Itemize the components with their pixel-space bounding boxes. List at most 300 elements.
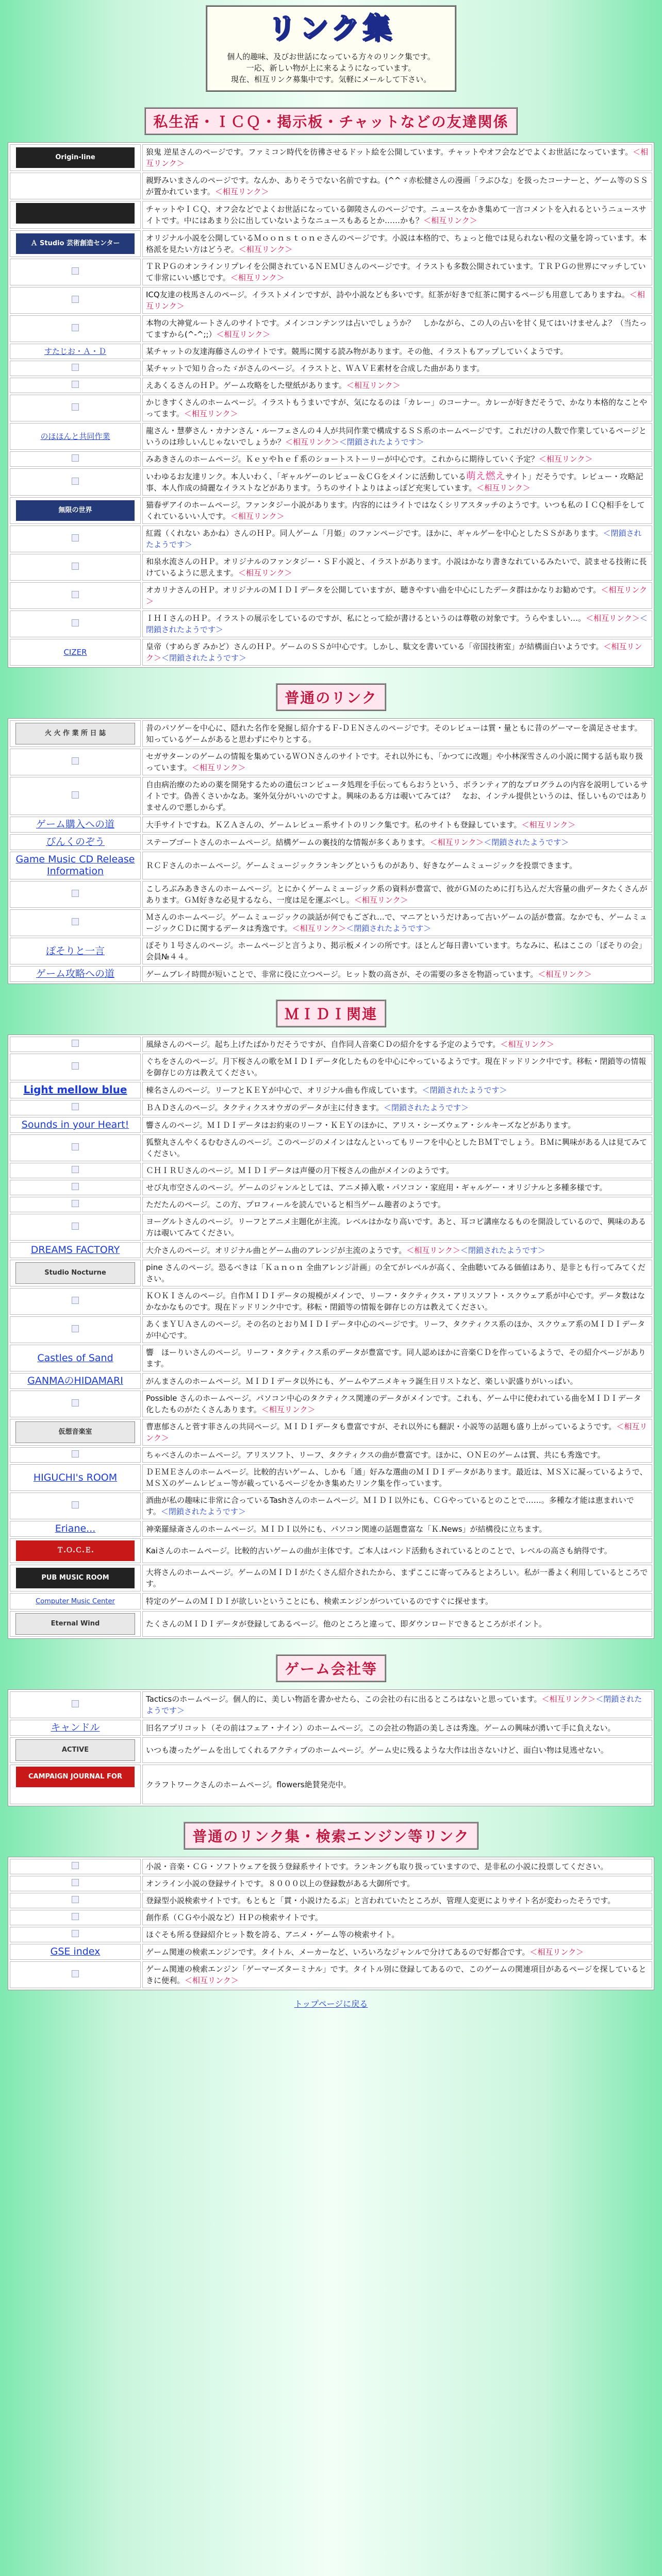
description-text: pine さんのページ。恐るべきは「Ｋａｎｏｎ 全曲アレンジ計画」の全てがレベルが高く、全曲聴いてみる価値はあり、是非とも行ってみてください。	[146, 1263, 646, 1283]
link-image-cell	[10, 852, 141, 879]
link-row	[10, 1538, 652, 1563]
description-text: ゲーム関連の検索エンジンです。タイトル、メーカーなど、いろいろなジャンルで分けてあるので好都合です。	[146, 1947, 530, 1957]
link-description	[142, 1464, 652, 1491]
highlight-text: 萌え燃え	[466, 470, 505, 482]
site-banner[interactable]: Studio Nocturne	[15, 1262, 135, 1284]
mutual-link-tag: ＜相互リンク＞	[285, 437, 339, 447]
link-row	[10, 1242, 652, 1258]
broken-image-icon[interactable]	[72, 918, 79, 925]
link-image-cell	[10, 344, 141, 359]
mutual-link-tag: ＜相互リンク＞	[423, 216, 477, 225]
link-image-cell	[10, 881, 141, 908]
mutual-link-tag: ＜相互リンク＞	[586, 614, 640, 623]
site-banner[interactable]: Eternal Wind	[15, 1613, 135, 1635]
site-link[interactable]: GANMAのHIDAMARI	[27, 1375, 123, 1386]
site-banner[interactable]: Ｔ.Ｏ.Ｃ.Ｅ.	[16, 1540, 135, 1561]
description-text: 皇帝（すめらぎ みかど）さんのＨＰ。ゲームのＳＳが中心です。しかし、駄文を書いている「帝国技術室」が結構面白いようです。	[146, 642, 604, 651]
site-link[interactable]: CIZER	[63, 648, 87, 657]
link-description	[142, 1242, 652, 1258]
link-image-cell	[10, 1117, 141, 1133]
section-title: 私生活・ＩＣＱ・掲示板・チャットなどの友達関係	[144, 107, 517, 135]
description-text: 和泉水流さんのＨＰ。オリジナルのファンタジー・ＳＦ小説と、イラストがあります。小説はかなり書きなれているみたいで、読ませる技術に長けているように思えます。	[146, 557, 647, 578]
link-row	[10, 1100, 652, 1115]
mutual-link-tag: ＜相互リンク＞	[406, 1245, 460, 1255]
link-row	[10, 344, 652, 359]
site-link[interactable]: Computer Music Center	[36, 1598, 115, 1605]
broken-image-icon[interactable]	[72, 591, 79, 598]
link-description	[142, 1288, 652, 1315]
link-description	[142, 817, 652, 833]
link-row	[10, 1927, 652, 1942]
description-text: 大介さんのページ。オリジナル曲とゲーム曲のアレンジが主流のようです。	[146, 1245, 407, 1255]
link-image-cell	[10, 144, 141, 171]
broken-image-icon[interactable]	[72, 403, 79, 411]
link-description	[142, 1082, 652, 1098]
link-row	[10, 1859, 652, 1874]
description-text: 本物の大神覚ルートさんのサイトです。メインコンテンツは占いでしょうか？ しかながら、この人の占いを甘く見てはいけませんよ？（当たってますから(^-^;;）	[146, 318, 647, 339]
link-image-cell	[10, 834, 141, 850]
closed-tag: ＜閉鎖されたようです＞	[383, 1103, 469, 1112]
description-text: 某チャットで知り合ったゞがさんのページ。イラストと、ＷＡＶＥ素材を合成した曲があります。	[146, 364, 485, 373]
description-text: ＩＨＩさんのＨＰ。イラストの展示をしているのですが、私にとって絵が書けるというのは尊敬の対象です。うらやましい…。	[146, 614, 586, 623]
link-image-cell	[10, 966, 141, 982]
link-description	[142, 1316, 652, 1343]
broken-image-icon[interactable]	[72, 619, 79, 626]
description-text: 親野みいまさんのページです。なんか、ありそうでない名前ですね。(^^ゞ赤松健さんの漫画「ラぶひな」を扱ったコーナーと、ゲーム等のＳＳが置かれています。	[146, 176, 648, 196]
link-image-cell	[10, 1163, 141, 1178]
link-table	[8, 142, 654, 668]
site-banner[interactable]	[16, 203, 135, 224]
link-image-cell	[10, 749, 141, 775]
link-description	[142, 720, 652, 747]
link-image-cell	[10, 1720, 141, 1736]
description-text: 神楽羅緑斎さんのホームページ。ＭＩＤＩ以外にも、パソコン関連の話題豊富な「Ｋ.News」が結構役に立ちます。	[146, 1524, 547, 1534]
intro-line: 現在、相互リンク募集中です。気軽にメールして下さい。	[230, 75, 432, 84]
description-text: Kaiさんのホームページ。比較的古いゲームの曲が主体です。ご本人はバンド活動もされているとのことで、レベルの高さも納得です。	[146, 1546, 612, 1555]
description-text: あくまＹＵＡさんのページ。その名のとおりＭＩＤＩデータ中心のページです。リーフ、タクティクス系のほか、スクウェア系のＭＩＤＩデータが中心です。	[146, 1319, 646, 1340]
link-description	[142, 852, 652, 879]
intro-text	[207, 51, 455, 85]
site-link[interactable]: Light mellow blue	[23, 1083, 127, 1096]
link-image-cell	[10, 201, 141, 229]
site-link[interactable]: ぽそりと一言	[45, 945, 105, 957]
description-text: 狼鬼 逆星さんのページです。ファミコン時代を彷彿させるドット絵を公開しています。チャットやオフ会などでよくお世話になっています。	[146, 147, 633, 157]
description-text: Possible さんのホームページ。パソコン中心のタクティクス関連のデータがメインです。これも、ゲーム中に使われている曲をＭＩＤＩデータ化したものがたくさんあります。	[146, 1394, 641, 1414]
description-text: 猫春ザアイのホームページ。ファンタジー小説があります。内容的にはライトではなくシリアスタッチのようです。いつも私のＩＣＱ相手をしてくれているいい人です。	[146, 500, 645, 521]
description-text: こしろぶみあきさんのホームページ。とにかくゲームミュージック系の資料が豊富で、彼がＧＭのために打ち込んだ大容量の曲データたくさんがあります。ＧＭ好きな必見するなら、一度は足を運ぶべし。	[146, 884, 648, 905]
link-image-cell	[10, 526, 141, 552]
link-row	[10, 749, 652, 775]
link-row	[10, 1288, 652, 1315]
broken-image-icon[interactable]	[72, 1501, 79, 1509]
description-text: 昔のパソゲーを中心に、隠れた名作を発掘し紹介するＦ-ＤＥＮさんのページです。そのレビューは質・量ともに昔のゲーマーを満足させます。知っているゲームがあると思わずにやりとする。	[146, 723, 642, 744]
link-image-cell	[10, 423, 141, 450]
link-row	[10, 1180, 652, 1195]
link-sections	[0, 107, 662, 1990]
link-row	[10, 1134, 652, 1161]
link-image-cell	[10, 1493, 141, 1519]
link-description	[142, 1876, 652, 1891]
site-banner[interactable]: Origin-line	[16, 147, 135, 168]
link-row	[10, 1910, 652, 1925]
link-row	[10, 1593, 652, 1609]
link-image-cell	[10, 938, 141, 964]
site-link[interactable]: ぴんくのぞう	[45, 836, 105, 848]
description-text: 登録型小説検索サイトです。もともと「貫・小説けたるぶ」と言われていたところが、管理人変更によりサイト名が変わったそうです。	[146, 1896, 616, 1905]
link-description	[142, 468, 652, 496]
mutual-link-tag: ＜相互リンク＞	[146, 585, 648, 606]
description-text: 響 ほーりいさんのページ。リーフ・タクティクス系のデータが豊富です。同人認めほかに音楽ＣＤを作っているようで、その紹介ページがあります。	[146, 1348, 646, 1368]
link-image-cell	[10, 315, 141, 342]
description-text: クラフトワークさんのホームページ。flowers絶賛発売中。	[146, 1780, 351, 1789]
description-text: 紅霞（くれない あかね）さんのＨＰ。同人ゲーム「月姫」のファンページです。ほかに、ギャルゲーを中心としたＳＳがあります。	[146, 529, 603, 538]
link-row	[10, 144, 652, 171]
description-text: 響さんのページ。ＭＩＤＩデータはお約束のリーフ・ＫＥＹのほかに、アリス・シーズウェア・シルキーズなどがあります。	[146, 1120, 576, 1130]
link-row	[10, 1961, 652, 1988]
link-image-cell	[10, 817, 141, 833]
link-table	[8, 1035, 654, 1639]
link-image-cell	[10, 1611, 141, 1637]
link-description	[142, 938, 652, 964]
broken-image-icon[interactable]	[72, 1862, 79, 1869]
description-text: いつも凄ったゲームを出してくれるアクティブのホームページ。ゲーム史に残るような大作は出さないけど、面白い物は見逃せない。	[146, 1745, 608, 1755]
broken-image-icon[interactable]	[72, 1930, 79, 1937]
description-text: 龍さん・慧夢さん・カナンさん・ルーフェさんの４人が共同作業で構成するＳＳ系のホームページです。これだけの人数で作業しているページというのは珍しいんじゃないでしょうか？	[146, 426, 647, 447]
closed-tag: ＜閉鎖されたようです＞	[146, 614, 648, 634]
link-description	[142, 1180, 652, 1195]
link-image-cell	[10, 777, 141, 815]
mutual-link-tag: ＜相互リンク＞	[538, 454, 593, 464]
link-image-cell	[10, 259, 141, 285]
link-row	[10, 1214, 652, 1241]
broken-image-icon[interactable]	[72, 534, 79, 541]
site-link[interactable]: Game Music CD Release Information	[15, 854, 135, 877]
broken-image-icon[interactable]	[72, 478, 79, 485]
broken-image-icon[interactable]	[72, 1399, 79, 1406]
broken-image-icon[interactable]	[72, 324, 79, 331]
footer	[0, 1997, 662, 2009]
broken-image-icon[interactable]	[72, 381, 79, 388]
link-row	[10, 834, 652, 850]
link-image-cell	[10, 378, 141, 393]
link-row	[10, 1521, 652, 1537]
mutual-link-tag: ＜相互リンク＞	[354, 895, 408, 905]
link-row	[10, 1765, 652, 1804]
broken-image-icon[interactable]	[72, 1896, 79, 1903]
link-description	[142, 554, 652, 581]
link-image-cell	[10, 1464, 141, 1491]
site-link[interactable]: GSE index	[50, 1946, 101, 1957]
description-text: ほぐそも所る登録紹介ヒット数を誇る、アニメ・ゲーム等の検索サイト。	[146, 1930, 400, 1939]
link-row	[10, 582, 652, 609]
link-image-cell	[10, 1691, 141, 1718]
site-link[interactable]: HIGUCHI's ROOM	[33, 1471, 118, 1483]
site-banner[interactable]: 無限の世界	[16, 500, 135, 521]
link-row	[10, 1893, 652, 1908]
description-text: 狐整丸さんやくるむむさんのページ。このページのメインはなんといってもリーフを中心としたＢＭＴでしょう。ＢＭに興味がある人は見てみてください。	[146, 1138, 648, 1158]
broken-image-icon[interactable]	[72, 1325, 79, 1332]
description-text: ぐちをさんのページ。月下桜さんの歌をＭＩＤＩデータ化したものを中心にやっているようです。現在ドッドリンク中です。移転・閉鎖等の情報を御存じの方は教えてください。	[146, 1057, 647, 1077]
broken-image-icon[interactable]	[72, 296, 79, 303]
link-description	[142, 834, 652, 850]
link-image-cell	[10, 1197, 141, 1212]
description-text: たくさんのＭＩＤＩデータが登録してあるページ。他のところと違って、即ダウンロードできるところがポイント。	[146, 1619, 547, 1629]
site-link[interactable]: キャンドル	[51, 1722, 100, 1733]
description-text: ゲームブレイ時間が短いことで、非常に役に立つページ。ヒット数の高さが、その需要の多さを物語っています。	[146, 969, 538, 979]
broken-image-icon[interactable]	[72, 1166, 79, 1173]
link-image-cell	[10, 1100, 141, 1115]
link-description	[142, 1927, 652, 1942]
link-row	[10, 554, 652, 581]
link-description	[142, 230, 652, 257]
link-description	[142, 1765, 652, 1804]
link-description	[142, 1893, 652, 1908]
broken-image-icon[interactable]	[72, 1450, 79, 1458]
link-description	[142, 1447, 652, 1463]
broken-image-icon[interactable]	[72, 1103, 79, 1110]
link-row	[10, 526, 652, 552]
link-description	[142, 497, 652, 524]
site-banner[interactable]: PUB MUSIC ROOM	[16, 1568, 135, 1588]
link-row	[10, 1260, 652, 1286]
mutual-link-tag: ＜相互リンク＞	[521, 820, 576, 829]
link-image-cell	[10, 1765, 141, 1804]
site-link[interactable]: のほほんと共同作業	[40, 432, 110, 441]
link-image-cell	[10, 1345, 141, 1371]
link-row	[10, 451, 652, 467]
description-text: いわゆるお友達リンク。本人いわく、「ギャルゲーのレビュー＆ＣＧをメインに活動している萌え燃えサイト」だそうです。レビュー・攻略記事、本人作成の綺麗なイラストなどがあります。うちのサイトよりはよっぽど充実しています。	[146, 470, 643, 493]
link-row	[10, 468, 652, 496]
link-description	[142, 639, 652, 666]
broken-image-icon[interactable]	[72, 563, 79, 570]
link-description	[142, 259, 652, 285]
link-row	[10, 1197, 652, 1212]
link-row	[10, 1163, 652, 1178]
closed-tag: ＜閉鎖されたようです＞	[161, 653, 247, 663]
link-image-cell	[10, 1373, 141, 1389]
description-text: ちゃべさんのホームページ。アリスソフト、リーフ、タクティクスの曲が豊富です。ほかに、ＯＮＥのゲームは質、共にも秀逸です。	[146, 1450, 605, 1460]
site-link[interactable]: ゲーム購入への道	[36, 819, 114, 830]
broken-image-icon[interactable]	[72, 1143, 79, 1150]
link-row	[10, 423, 652, 450]
description-text: ヨーグルトさんのページ。リーフとアニメ主題化が主流。レベルはかなり高いです。あと、耳コピ講座なるものを開設しているので、興味のある方は覗いてみてください。	[146, 1217, 647, 1238]
back-to-top-link[interactable]: トップページに戻る	[294, 1999, 368, 2009]
site-link[interactable]: すたじお・Ａ・Ｄ	[44, 347, 106, 356]
link-image-cell	[10, 497, 141, 524]
mutual-link-tag: ＜相互リンク＞	[238, 245, 293, 254]
site-banner[interactable]: Ａ Studio 芸術創造センター	[16, 233, 135, 254]
link-row	[10, 1611, 652, 1637]
description-text: Tacticsのホームページ。個人的に、美しい物語を書かせたら、この会社の右に出るところはないと思っています。	[146, 1694, 542, 1704]
mutual-link-tag: ＜相互リンク＞	[146, 642, 642, 663]
description-text: せび丸市空さんのページ。ゲームのジャンルとしては、アニメ挿入歌・パソコン・家庭用・ギャルゲー・オリジナルと多種多様です。	[146, 1183, 607, 1192]
description-text: かじきすくさんのホームページ。イラストもうまいですが、気になるのは「カレー」のコーナー。カレーが好きだそうで、かなり本格的なことやってます。	[146, 398, 648, 418]
mutual-link-tag: ＜相互リンク＞	[292, 924, 346, 933]
closed-tag: ＜閉鎖されたようです＞	[146, 529, 642, 549]
broken-image-icon[interactable]	[72, 1040, 79, 1047]
link-description	[142, 582, 652, 609]
site-link[interactable]: DREAMS FACTORY	[30, 1244, 120, 1256]
link-table	[8, 1689, 654, 1806]
link-description	[142, 611, 652, 637]
description-text: ゲーム関連の検索エンジン「ゲーマーズターミナル」です。タイトル別に登録してあるので、このゲームの関連項目があるページを探しているときに便利。	[146, 1964, 647, 1985]
site-banner[interactable]: ACTIVE	[15, 1739, 135, 1761]
broken-image-icon[interactable]	[72, 1879, 79, 1886]
link-description	[142, 1944, 652, 1960]
description-text: ＴＲＰＧのオンラインリプレイを公開されているＮＥＭＵさんのページです。イラストも多数公開されています。ＴＲＰＧの世界にマッチしていて非常にいい感じです。	[146, 262, 646, 282]
broken-image-icon[interactable]	[72, 1700, 79, 1707]
mutual-link-tag: ＜相互リンク＞	[541, 1694, 596, 1704]
link-description	[142, 361, 652, 376]
link-description	[142, 1214, 652, 1241]
link-description	[142, 1521, 652, 1537]
link-row	[10, 395, 652, 421]
mutual-link-tag: ＜相互リンク＞	[529, 1947, 584, 1957]
broken-image-icon[interactable]	[72, 1223, 79, 1230]
description-text: みあきさんのホームページ。Ｋｅｙやｈｅｆ系のショートストーリーが中心です。これからに期待していく予定？	[146, 454, 539, 464]
broken-image-icon[interactable]	[72, 1062, 79, 1070]
description-text: 某チャットの友達海藤さんのサイトです。競馬に関する読み物があります。その他、イラストもアップしていくようです。	[146, 347, 568, 356]
description-text: 自由病治療のための薬を開発するための遺伝コンピュータ処理を手伝ってもらおうという、ボランティア的なプログラムの内容を説明しているサイトです。偽善くさいかなあ。案外気分がいいのですよ。興味のある方は覗いてみては？ なお、インテル提供というのは、怪しいものではありませんので悪しからず。	[146, 780, 648, 812]
site-link[interactable]: ゲーム攻略への道	[36, 968, 114, 979]
link-image-cell	[10, 468, 141, 496]
description-text: ステーブゴートさんのホームページ。結構ゲームの裏技的な情報が多くあります。	[146, 837, 430, 847]
link-row	[10, 1373, 652, 1389]
link-row	[10, 287, 652, 314]
link-image-cell	[10, 1316, 141, 1343]
link-image-cell	[10, 720, 141, 747]
broken-image-icon[interactable]	[72, 1297, 79, 1304]
page	[0, 5, 662, 2009]
link-row	[10, 938, 652, 964]
link-description	[142, 173, 652, 199]
broken-image-icon[interactable]	[72, 1183, 79, 1190]
broken-image-icon[interactable]	[72, 364, 79, 371]
mutual-link-tag: ＜相互リンク＞	[476, 483, 531, 493]
mutual-link-tag: ＜相互リンク＞	[184, 409, 238, 418]
link-row	[10, 909, 652, 936]
link-image-cell	[10, 1447, 141, 1463]
broken-image-icon[interactable]	[72, 890, 79, 897]
link-description	[142, 1345, 652, 1371]
description-text: 曹恵郁さんと菅す菲さんの共同ページ。ＭＩＤＩデータも豊富ですが、それ以外にも翻訳・小説等の話題も盛り上がっているようです。	[146, 1422, 617, 1431]
site-link[interactable]: Castles of Sand	[37, 1352, 113, 1364]
site-link[interactable]: Eriane...	[55, 1523, 96, 1534]
site-banner[interactable]: CAMPAIGN JOURNAL FOR BEGINNERS	[16, 1767, 135, 1787]
link-row	[10, 966, 652, 982]
description-text: ぽそり１号さんのページ。ホームページと言うより、掲示板メインの所です。ほとんど毎日書いています。ちなみに、私はここの「ぽそりの会」会員№４４。	[146, 941, 647, 961]
link-description	[142, 378, 652, 393]
site-link[interactable]: Sounds in your Heart!	[21, 1119, 129, 1130]
broken-image-icon[interactable]	[72, 267, 79, 275]
link-image-cell	[10, 1082, 141, 1098]
link-row	[10, 1419, 652, 1446]
link-description	[142, 526, 652, 552]
link-row	[10, 201, 652, 229]
page-logo: リンク集	[267, 11, 395, 45]
description-text: チャットやＩＣＱ、オフ会などでよくお世話になっている御陵さんのページです。ニュースをかき集めて一言コメントを入れるというニュースサイトです。中にはあまり公に出していないようなニュースもあるとか……かも？	[146, 205, 647, 225]
broken-image-icon[interactable]	[72, 1970, 79, 1977]
link-row	[10, 497, 652, 524]
link-image-cell	[10, 639, 141, 666]
link-row	[10, 1082, 652, 1098]
section-title: 普通のリンク	[276, 683, 386, 711]
link-image-cell	[10, 1134, 141, 1161]
description-text: 風緑さんのページ。起ち上げたばかりだそうですが、自作同人音楽ＣＤの紹介をする予定のようです。	[146, 1040, 501, 1049]
link-image-cell	[10, 1521, 141, 1537]
link-row	[10, 1691, 652, 1718]
mutual-link-tag: ＜相互リンク＞	[500, 1040, 555, 1049]
link-description	[142, 1720, 652, 1736]
link-row	[10, 720, 652, 747]
link-image-cell	[10, 1260, 141, 1286]
description-text: Ｍさんのホームページ。ゲームミュージックの談話が何でもござれ…で、マニアというだけあって古いゲームの話が豊富。なかでも、ゲームミュージックＣＤに関するデータは秀逸です。	[146, 912, 648, 933]
link-row	[10, 230, 652, 257]
link-row	[10, 1737, 652, 1763]
mutual-link-tag: ＜相互リンク＞	[214, 187, 269, 196]
link-description	[142, 1691, 652, 1718]
description-text: 創作系（ＣＧや小説など）ＨＰの検索サイトです。	[146, 1913, 323, 1922]
description-text: 大手サイトですね。ＫＺＡさんの、ゲームレビュー系サイトのリンク集です。私のサイトも登録しています。	[146, 820, 522, 829]
link-description	[142, 1134, 652, 1161]
closed-tag: ＜閉鎖されたようです＞	[484, 837, 569, 847]
site-banner[interactable]: 火 火 作 業 所 日 誌	[15, 723, 135, 744]
link-image-cell	[10, 1910, 141, 1925]
link-row	[10, 639, 652, 666]
link-row	[10, 1493, 652, 1519]
mutual-link-tag: ＜相互リンク＞	[185, 1976, 239, 1985]
mutual-link-tag: ＜相互リンク＞	[538, 969, 592, 979]
mutual-link-tag: ＜相互リンク＞	[146, 147, 649, 168]
broken-image-icon[interactable]	[72, 1913, 79, 1920]
mutual-link-tag: ＜相互リンク＞	[230, 273, 285, 282]
link-description	[142, 1611, 652, 1637]
closed-tag: ＜閉鎖されたようです＞	[422, 1086, 507, 1095]
broken-image-icon[interactable]	[72, 454, 79, 462]
link-row	[10, 1447, 652, 1463]
mutual-link-tag: ＜相互リンク＞	[230, 512, 285, 521]
site-banner[interactable]: 仮想音楽室	[15, 1421, 135, 1443]
link-image-cell	[10, 1180, 141, 1195]
link-image-cell	[10, 611, 141, 637]
link-description	[142, 201, 652, 229]
description-text: 特定のゲームのＭＩＤＩが欲しいということにも、検索エンジンがついているのですぐに探せます。	[146, 1597, 493, 1606]
description-text: えあくるさんのＨＰ。ゲーム攻略をした壁紙があります。	[146, 381, 346, 390]
mutual-link-tag: ＜相互リンク＞	[146, 290, 645, 311]
link-image-cell	[10, 1054, 141, 1080]
description-text: がんまさんのホームページ。ＭＩＤＩデータ以外にも、ゲームやアニメキャラ誕生日リストなど、楽しい訳盛りがいっぱい。	[146, 1376, 578, 1386]
broken-image-icon[interactable]	[72, 1200, 79, 1207]
link-description	[142, 315, 652, 342]
link-image-cell	[10, 230, 141, 257]
link-image-cell	[10, 1876, 141, 1891]
link-image-cell	[10, 395, 141, 421]
link-description	[142, 395, 652, 421]
mutual-link-tag: ＜相互リンク＞	[261, 1405, 316, 1414]
broken-image-icon[interactable]	[72, 791, 79, 799]
closed-tag: ＜閉鎖されたようです＞	[346, 924, 432, 933]
link-description	[142, 1593, 652, 1609]
closed-tag: ＜閉鎖されたようです＞	[146, 1694, 642, 1715]
link-image-cell	[10, 909, 141, 936]
broken-image-icon[interactable]	[72, 757, 79, 765]
link-description	[142, 1859, 652, 1874]
link-description	[142, 1565, 652, 1591]
link-image-cell	[10, 173, 141, 199]
link-row	[10, 611, 652, 637]
link-description	[142, 144, 652, 171]
link-row	[10, 1037, 652, 1052]
